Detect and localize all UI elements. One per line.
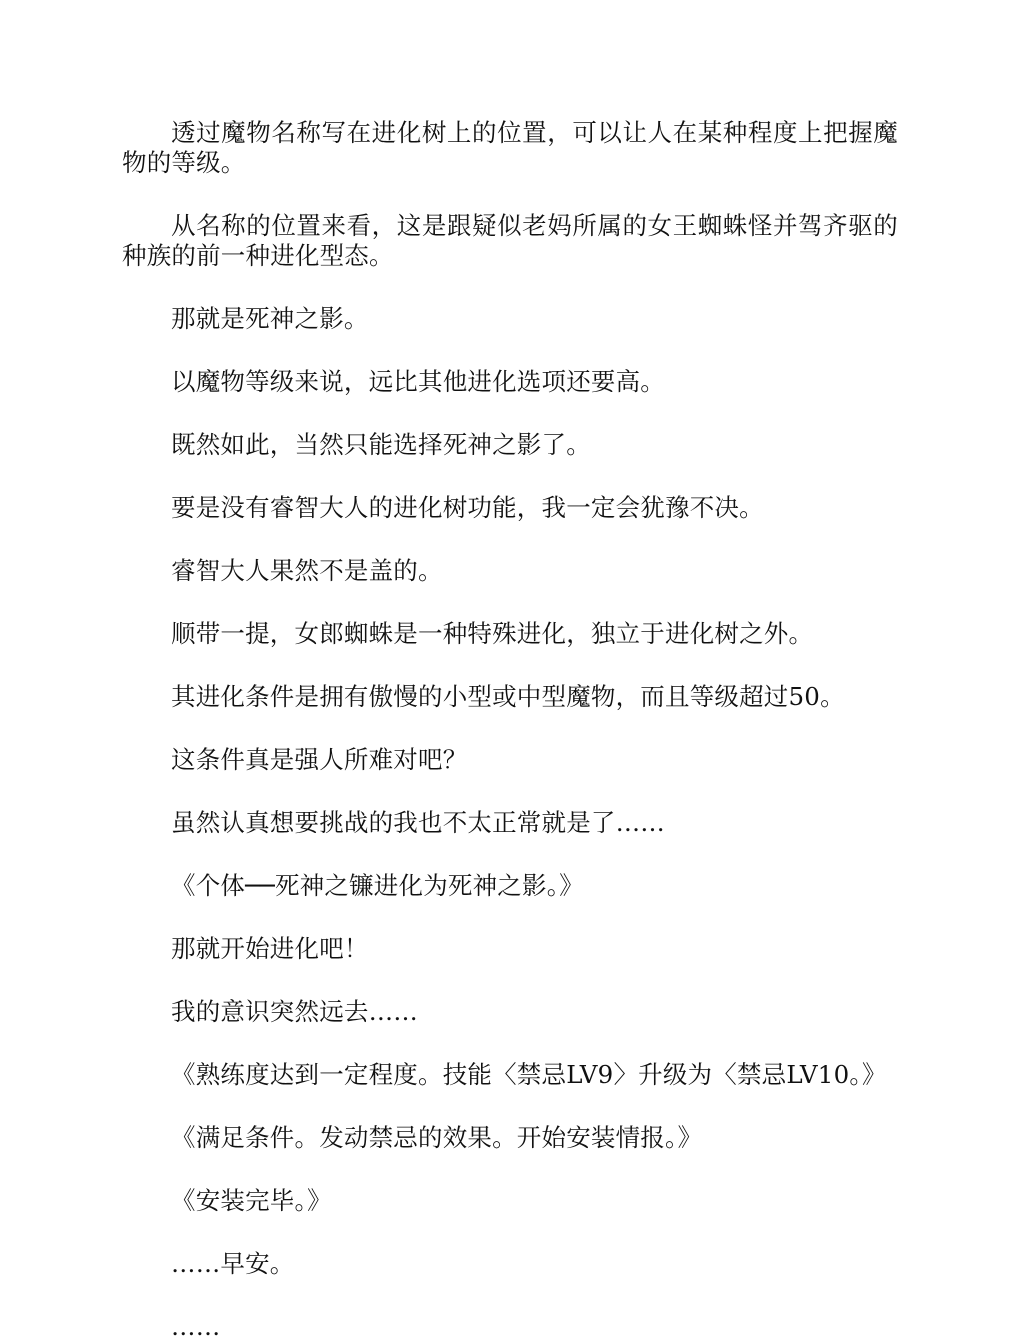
- paragraph: 顺带一提，女郎蜘蛛是一种特殊进化，独立于进化树之外。: [171, 619, 814, 648]
- paragraph: 既然如此，当然只能选择死神之影了。: [171, 430, 591, 459]
- document-page: [122, 118, 898, 1342]
- paragraph: 从名称的位置来看，这是跟疑似老妈所属的女王蜘蛛怪并驾齐驱的种族的前一种进化型态。: [122, 211, 898, 270]
- paragraph: 那就开始进化吧！: [171, 934, 369, 963]
- paragraph: 《个体──死神之镰进化为死神之影。》: [171, 871, 584, 900]
- paragraph: 其进化条件是拥有傲慢的小型或中型魔物，而且等级超过50。: [171, 682, 845, 711]
- paragraph: 我的意识突然远去……: [171, 997, 418, 1026]
- paragraph: 那就是死神之影。: [171, 304, 369, 333]
- paragraph: 以魔物等级来说，远比其他进化选项还要高。: [171, 367, 665, 396]
- paragraph: 虽然认真想要挑战的我也不太正常就是了……: [171, 808, 665, 837]
- paragraph: ……早安。: [171, 1249, 295, 1278]
- paragraph: 《熟练度达到一定程度。技能〈禁忌LV9〉升级为〈禁忌LV10。》: [171, 1060, 887, 1089]
- paragraph: 要是没有睿智大人的进化树功能，我一定会犹豫不决。: [171, 493, 764, 522]
- paragraph: 睿智大人果然不是盖的。: [171, 556, 443, 585]
- paragraph: 《安装完毕。》: [171, 1186, 332, 1215]
- paragraph: 这条件真是强人所难对吧？: [171, 745, 468, 774]
- paragraph: 《满足条件。发动禁忌的效果。开始安装情报。》: [171, 1123, 703, 1152]
- paragraph: ……: [171, 1312, 221, 1341]
- paragraph: 透过魔物名称写在进化树上的位置，可以让人在某种程度上把握魔物的等级。: [122, 118, 898, 177]
